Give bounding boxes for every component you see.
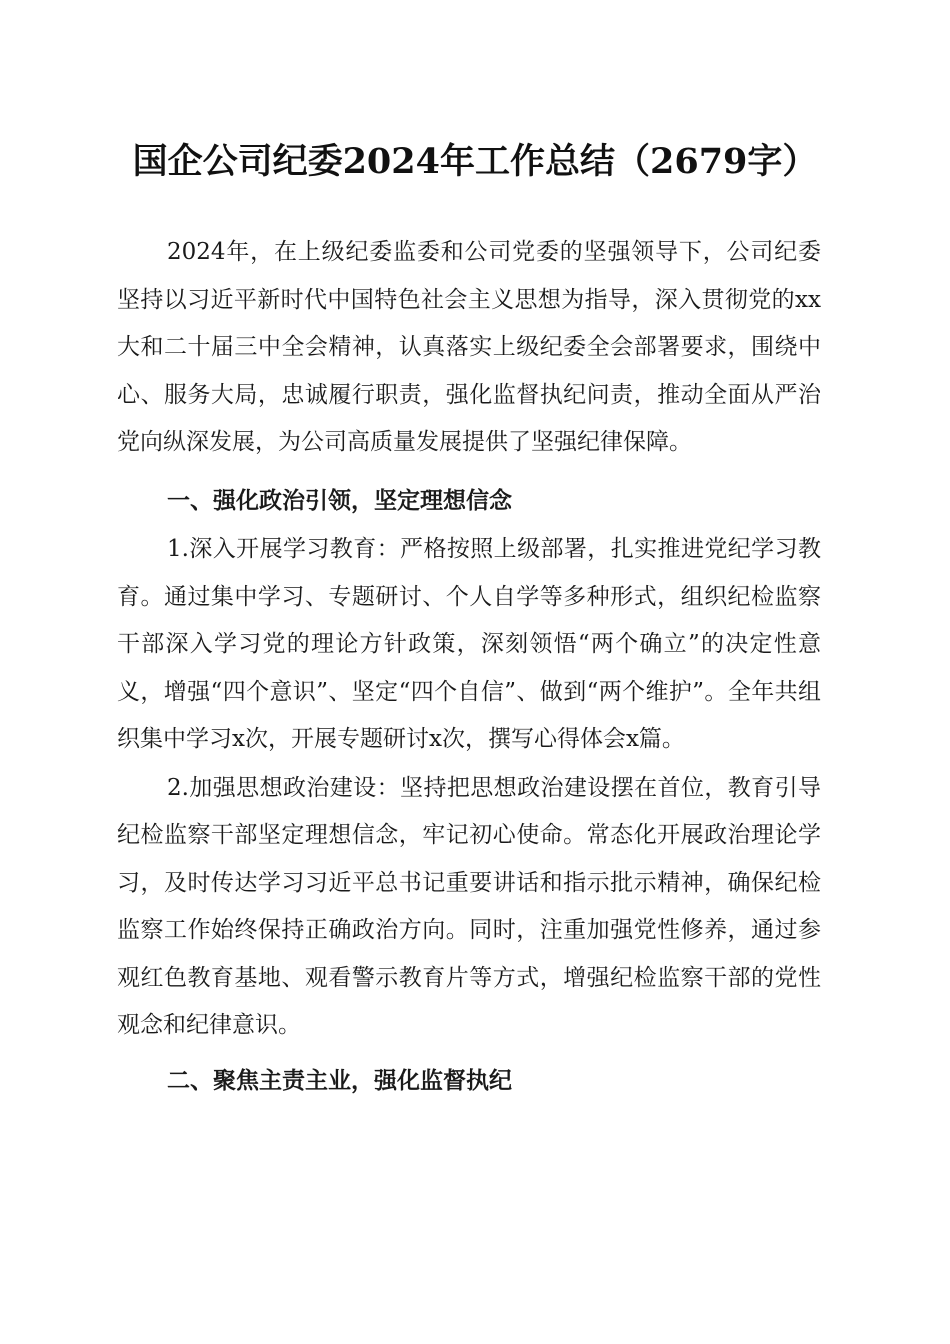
document-body <box>117 229 821 1105</box>
section-2-heading: 二、聚焦主责主业，强化监督执纪 <box>167 1067 512 1094</box>
section-1-item-2-paragraph: 2.加强思想政治建设：坚持把思想政治建设摆在首位，教育引导纪检监察干部坚定理想信念，牢记初心使命。常态化开展政治理论学习，及时传达学习习近平总书记重要讲话和指示批示精神，确保纪检监察工作始终保持正确政治方向。同时，注重加强党性修养，通过参观红色教育基地、观看警示教育片等方式，增强纪检监察干部的党性观念和纪律意识。 <box>117 774 821 1038</box>
document-title: 国企公司纪委2024年工作总结（2679字） <box>132 141 818 182</box>
intro-paragraph: 2024年，在上级纪委监委和公司党委的坚强领导下，公司纪委坚持以习近平新时代中国特色社会主义思想为指导，深入贯彻党的xx大和二十届三中全会精神，认真落实上级纪委全会部署要求，围绕中心、服务大局，忠诚履行职责，强化监督执纪问责，推动全面从严治党向纵深发展，为公司高质量发展提供了坚强纪律保障。 <box>117 239 821 455</box>
section-1-heading: 一、强化政治引领，坚定理想信念 <box>167 487 512 514</box>
section-1-item-1-paragraph: 1.深入开展学习教育：严格按照上级部署，扎实推进党纪学习教育。通过集中学习、专题研讨、个人自学等多种形式，组织纪检监察干部深入学习党的理论方针政策，深刻领悟“两个确立”的决定性意义，增强“四个意识”、坚定“四个自信”、做到“两个维护”。全年共组织集中学习x次，开展专题研讨x次，撰写心得体会x篇。 <box>117 536 821 752</box>
